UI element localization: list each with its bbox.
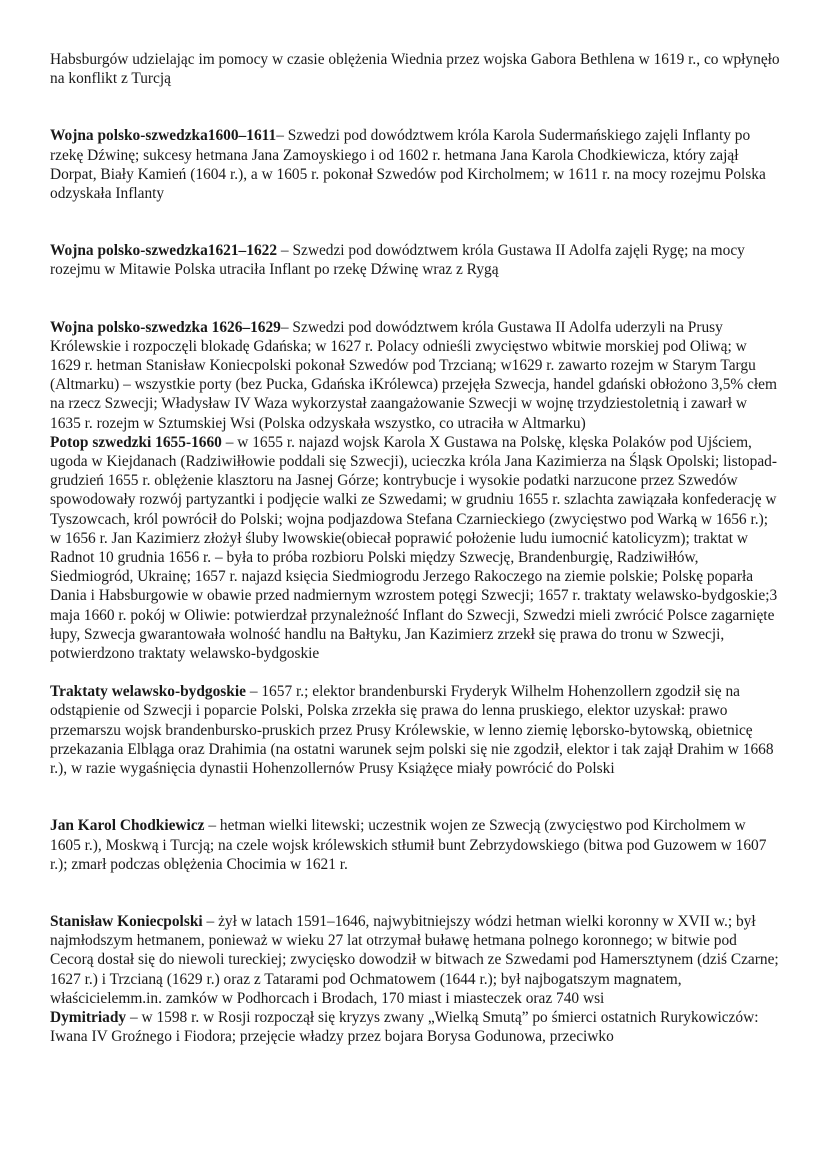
paragraph-war-1626-1629 [50, 318, 780, 433]
paragraph-term: Wojna polsko-szwedzka 1626–1629 [50, 318, 281, 336]
paragraph-war-1621-1622 [50, 241, 780, 279]
paragraph-text: – żył w latach 1591–1646, najwybitniejszy wódzi hetman wielki koronny w XVII w.; był najmłodszym hetmanem, ponieważ w wieku 27 lat otrzymał buławę hetmana polnego koronnego; w bitwie pod Cecorą dostał się do niewoli tureckiej; zwycięsko dowodził w bitwach ze Szwedami pod Hamersztynem (dziś Czarne; 1627 r.) i Trzcianą (1629 r.) oraz z Tatarami pod Ochmatowem (1644 r.); był najbogatszym magnatem, właścicielemm.in. zamków w Podhorcach i Brodach, 170 miast i miasteczek oraz 740 wsi [50, 912, 779, 1007]
paragraph-text: – 1657 r.; elektor brandenburski Fryderyk Wilhelm Hohenzollern zgodził się na odstąpienie od Szwecji i poparcie Polski, Polska zrzekła się prawa do lenna pruskiego, elektor uzyskał: prawo przemarszu wojsk brandenbursko-pruskich przez Prusy Królewskie, w lenno ziemię lęborsko-bytowską, obietnicę przekazania Elbląga oraz Drahimia (na ostatni warunek sejm polski się nie zgodził, elektor i tak zajął Drahim w 1668 r.), w razie wygaśnięcia dynastii Hohenzollernów Prusy Książęce miały powrócić do Polski [50, 683, 774, 778]
paragraph-habsburgs [50, 50, 780, 88]
paragraph-text: – hetman wielki litewski; uczestnik wojen ze Szwecją (zwycięstwo pod Kircholmem w 1605 r.), Moskwą i Turcją; na czele wojsk królewskich stłumił bunt Zebrzydowskiego (bitwa pod Guzowem w 1607 r.); zmarł podczas oblężenia Chocimia w 1621 r. [50, 817, 767, 873]
paragraph-treaties-welawa-bydgoszcz [50, 682, 780, 778]
paragraph-term: Wojna polsko-szwedzka1600–1611 [50, 127, 277, 145]
paragraph-text: Habsburgów udzielając im pomocy w czasie oblężenia Wiednia przez wojska Gabora Bethlena w 1619 r., co wpłynęło na konflikt z Turcją [50, 51, 780, 88]
paragraph-deluge [50, 433, 780, 663]
paragraph-term: Traktaty welawsko-bydgoskie [50, 683, 246, 701]
paragraph-text: – Szwedzi pod dowództwem króla Gustawa II Adolfa uderzyli na Prusy Królewskie i rozpoczęli blokadę Gdańska; w 1627 r. Polacy odnieśli zwycięstwo wbitwie morskiej pod Oliwą; w 1629 r. hetman Stanisław Koniecpolski pokonał Szwedów pod Trzcianą; w1629 r. zawarto rozejm w Starym Targu (Altmarku) – wszystkie porty (bez Pucka, Gdańska iKrólewca) przejęła Szwecja, handel gdański obłożono 3,5% cłem na rzecz Szwecji; Władysław IV Waza wykorzystał zaangażowanie Szwecji w wojnę trzydziestoletnią i zawarł w 1635 r. rozejm w Sztumskiej Wsi (Polska odzyskała wszystko, co utraciła w Altmarku) [50, 318, 777, 432]
paragraph-term: Stanisław Koniecpolski [50, 912, 203, 930]
paragraph-term: Jan Karol Chodkiewicz [50, 817, 205, 835]
paragraph-term: Wojna polsko-szwedzka1621–1622 [50, 242, 278, 260]
paragraph-chodkiewicz [50, 816, 780, 874]
paragraph-text: – Szwedzi pod dowództwem króla Karola Sudermańskiego zajęli Inflanty po rzekę Dźwinę; sukcesy hetmana Jana Zamoyskiego i od 1602 r. hetmana Jana Karola Chodkiewicza, który zajął Dorpat, Biały Kamień (1604 r.), a w 1605 r. pokonał Szwedów pod Kircholmem; w 1611 r. na mocy rozejmu Polska odzyskała Inflanty [50, 127, 766, 203]
paragraph-text: – Szwedzi pod dowództwem króla Gustawa II Adolfa zajęli Rygę; na mocy rozejmu w Mitawie Polska utraciła Inflant po rzekę Dźwinę wraz z Rygą [50, 242, 745, 279]
paragraph-text: – w 1598 r. w Rosji rozpoczął się kryzys zwany „Wielką Smutą” po śmierci ostatnich Rurykowiczów: Iwana IV Groźnego i Fiodora; przejęcie władzy przez bojara Borysa Godunowa, przeciwko [50, 1008, 759, 1046]
paragraph-term: Dymitriady [50, 1008, 127, 1026]
paragraph-koniecpolski [50, 912, 780, 1008]
paragraph-term: Potop szwedzki 1655-1660 [50, 433, 222, 451]
paragraph-war-1600-1611 [50, 126, 780, 203]
paragraph-dymitriady [50, 1008, 780, 1046]
paragraph-text: – w 1655 r. najazd wojsk Karola X Gustawa na Polskę, klęska Polaków pod Ujściem, ugoda w Kiejdanach (Radziwiłłowie poddali się Szwecji), ucieczka króla Jana Kazimierza na Śląsk Opolski; listopad-grudzień 1655 r. oblężenie klasztoru na Jasnej Górze; kontrybucje i wysokie podatki narzucone przez Szwedów spowodowały rozwój partyzantki i podjęcie walki ze Szwedami; w grudniu 1655 r. szlachta zawiązała konfederację w Tyszowcach, król powrócił do Polski; wojna podjazdowa Stefana Czarnieckiego (zwycięstwo pod Warką w 1656 r.); w 1656 r. Jan Kazimierz złożył śluby lwowskie(obiecał poprawić położenie ludu iumocnić katolicyzm); traktat w Radnot 10 grudnia 1656 r. – była to próba rozbioru Polski między Szwecję, Brandenburgię, Radziwiłłów, Siedmiogród, Ukrainę; 1657 r. najazd księcia Siedmiogrodu Jerzego Rakoczego na ziemie polskie; Polskę poparła Dania i Habsburgowie w obawie przed nadmiernym wzrostem potęgi Szwecji; 1657 r. traktaty welawsko-bydgoskie;3 maja 1660 r. pokój w Oliwie: potwierdzał przynależność Inflant do Szwecji, Szwedzi mieli zwrócić Polsce zagarnięte łupy, Szwecja gwarantowała wolność handlu na Bałtyku, Jan Kazimierz zrzekł się prawa do tronu w Szwecji, potwierdzono traktaty welawsko-bydgoskie [50, 433, 778, 663]
